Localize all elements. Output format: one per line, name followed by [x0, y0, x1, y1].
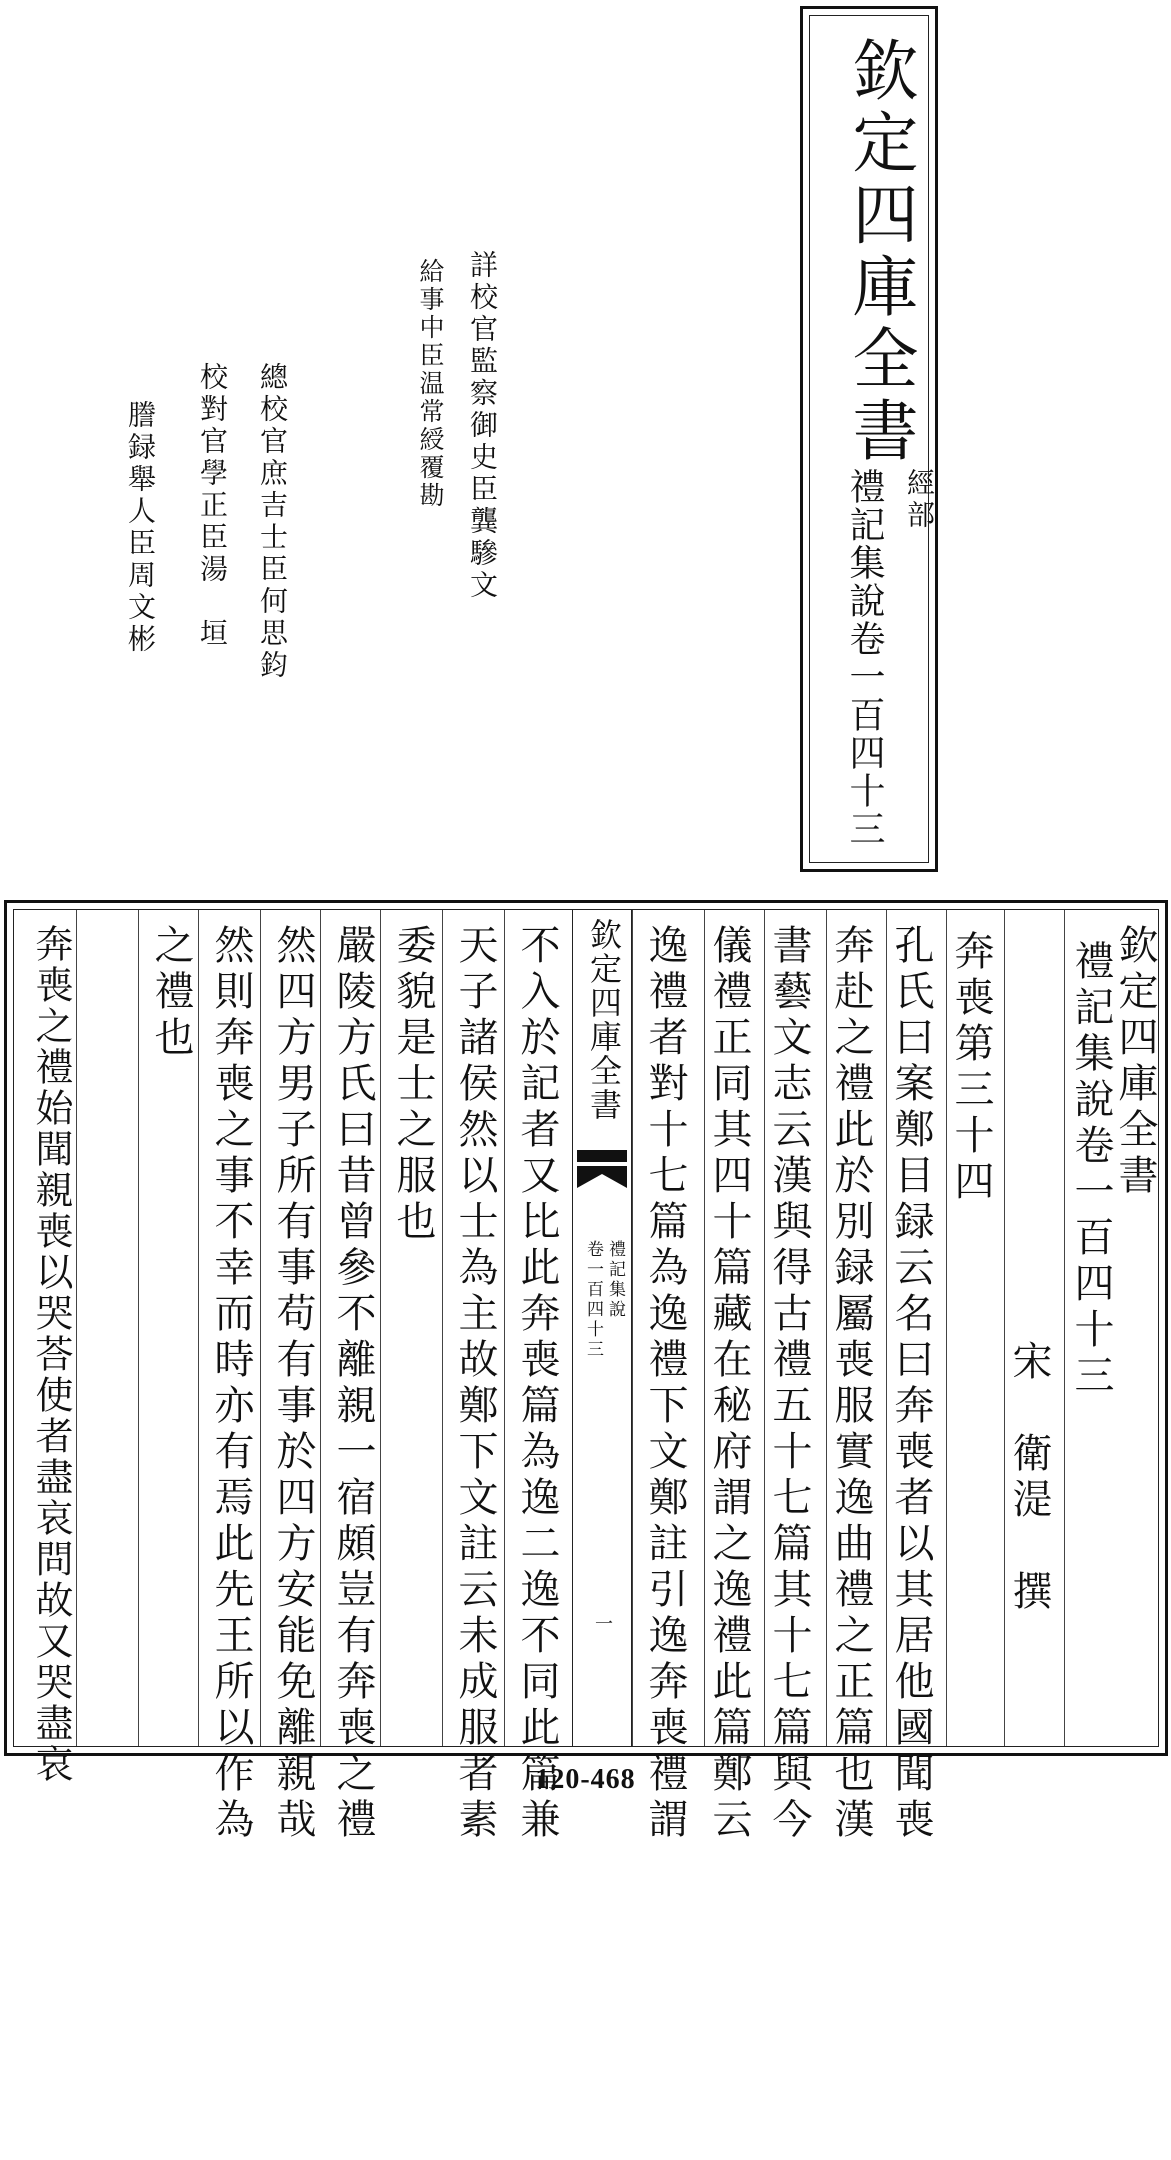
column-rule	[380, 910, 381, 1746]
text-column: 然則奔喪之事不幸而時亦有焉此先王所以作為	[208, 924, 254, 1844]
text-column: 逸禮者對十七篇為逸禮下文鄭註引逸奔喪禮謂	[642, 924, 688, 1844]
fold-book-name: 禮記集說	[605, 1240, 625, 1320]
fold-black-bar	[577, 1150, 627, 1162]
text-column: 書藝文志云漢與得古禮五十七篇其十七篇與今	[766, 924, 812, 1844]
text-column: 孔氏曰案鄭目録云名曰奔喪者以其居他國聞喪	[888, 924, 934, 1844]
fish-tail-mark-icon	[577, 1166, 627, 1188]
section-label: 經部	[903, 468, 936, 532]
credit-copyist: 謄録舉人臣周文彬	[124, 400, 157, 656]
credit-chief-proofreader: 總校官庶吉士臣何思鈞	[256, 362, 289, 682]
text-column: 奔赴之禮此於別録屬喪服實逸曲禮之正篇也漢	[828, 924, 874, 1844]
credit-reviewer: 給事中臣温常綬覆勘	[416, 258, 445, 510]
author-line: 宋 衛湜 撰	[1006, 1340, 1052, 1616]
column-rule	[632, 910, 633, 1746]
column-rule	[1064, 910, 1065, 1746]
fold-volume: 卷一百四十三	[583, 1240, 603, 1360]
credit-collator: 校對官學正臣湯 垣	[196, 362, 229, 650]
column-rule	[320, 910, 321, 1746]
text-column: 不入於記者又比此奔喪篇為逸二逸不同此篇兼	[514, 924, 560, 1844]
cover-title-inner-border	[809, 15, 936, 863]
credit-proofreader: 詳校官監察御史臣龔驂文	[466, 250, 499, 602]
center-fold	[572, 910, 632, 1746]
book-title: 禮記集說卷一百四十三	[844, 468, 885, 848]
column-rule	[138, 910, 139, 1746]
text-column: 然四方男子所有事苟有事於四方安能免離親哉	[270, 924, 316, 1844]
collection-title: 欽定四庫全書	[841, 36, 918, 468]
text-column: 嚴陵方氏曰昔曾參不離親一宿頗豈有奔喪之禮	[330, 924, 376, 1844]
text-column: 奔喪之禮始聞親喪以哭荅使者盡哀問故又哭盡哀	[29, 924, 73, 1785]
fold-page-number: 一	[595, 1614, 613, 1635]
page-header-title: 欽定四庫全書	[1112, 924, 1158, 1200]
volume-heading: 禮記集說卷一百四十三	[1068, 940, 1114, 1400]
text-column: 委貌是士之服也	[390, 924, 436, 1246]
text-column: 天子諸侯然以士為主故鄭下文註云未成服者素	[452, 924, 498, 1844]
column-rule	[442, 910, 443, 1746]
chapter-heading: 奔喪第三十四	[948, 930, 994, 1206]
text-column: 儀禮正同其四十篇藏在秘府謂之逸禮此篇鄭云	[706, 924, 752, 1844]
column-rule	[76, 910, 77, 1746]
column-rule	[260, 910, 261, 1746]
catalog-number: 120-468	[535, 1764, 636, 1795]
column-rule	[504, 910, 505, 1746]
text-column: 之禮也	[148, 924, 194, 1062]
column-rule	[198, 910, 199, 1746]
fold-header: 欽定四庫全書	[585, 918, 623, 1122]
cover-title-box	[800, 6, 938, 872]
